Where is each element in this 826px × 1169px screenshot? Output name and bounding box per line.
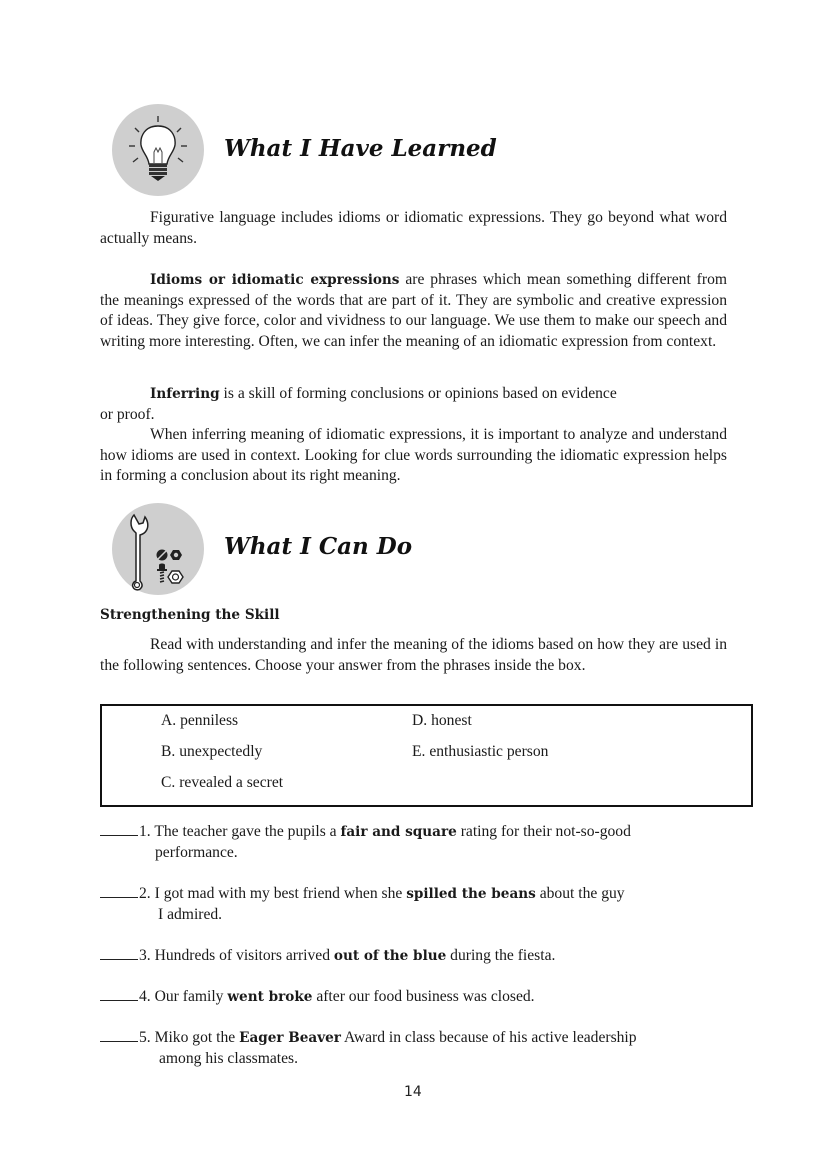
idiom-out-of-the-blue: out of the blue [333,948,447,964]
paragraph-figurative-language [100,208,727,249]
answer-blank-5[interactable] [100,1027,138,1042]
choice-e: E. enthusiastic person [412,743,549,760]
paragraph-inferring-definition [100,384,727,425]
choice-b: B. unexpectedly [161,743,263,760]
paragraph-text: Figurative language includes idioms or idiomatic expressions. They go beyond what word actually means. [100,209,727,247]
paragraph-text: or proof. [100,405,155,423]
answer-choices-box [100,704,753,807]
choice-c: C. revealed a secret [161,774,284,791]
paragraph-text: are phrases which mean something different from the meanings expressed of the words that are part of it. They are symbolic and creative expression of ideas. They give force, color and vividness to our language. We use them to make our speech and writing more interesting. Often, we can infer the meaning of an idiomatic expression from context. [100,271,727,350]
paragraph-inferring-idioms [100,425,727,487]
paragraph-text: is a skill of forming conclusions or opinions based on evidence [219,385,617,402]
question-item-4: 4. Our family went broke after our food business was closed. [100,986,740,1008]
idiom-fair-and-square: fair and square [340,824,457,840]
question-item-1: 1. The teacher gave the pupils a fair and square rating for their not-so-good performance. [100,821,740,863]
answer-blank-3[interactable] [100,945,138,960]
paragraph-idioms-definition [100,270,727,352]
lightbulb-icon [112,104,204,196]
page-number: 14 [404,1084,422,1100]
answer-blank-2[interactable] [100,883,138,898]
idiom-eager-beaver: Eager Beaver [239,1030,341,1046]
lightbulb-icon-graphic [112,104,204,196]
question-item-5: 5. Miko got the Eager Beaver Award in class because of his active leadership among his classmates. [100,1027,760,1069]
idiom-went-broke: went broke [227,989,313,1005]
instructions-text: Read with understanding and infer the meaning of the idioms based on how they are used in the following sentences. Choose your answer from the phrases inside the box. [100,636,727,674]
subheading-strengthening-the-skill: Strengthening the Skill [100,607,280,623]
question-item-2: 2. I got mad with my best friend when she spilled the beans about the guy I admired. [100,883,740,925]
choice-a: A. penniless [161,712,239,729]
idiom-spilled-the-beans: spilled the beans [406,886,536,902]
term-inferring: Inferring [150,386,220,402]
term-idioms: Idioms or idiomatic expressions [150,272,400,288]
answer-blank-1[interactable] [100,821,138,836]
question-item-3: 3. Hundreds of visitors arrived out of the blue during the fiesta. [100,945,740,967]
answer-blank-4[interactable] [100,986,138,1001]
choice-d: D. honest [412,712,472,729]
paragraph-text: When inferring meaning of idiomatic expressions, it is important to analyze and understand how idioms are used in context. Looking for clue words surrounding the idiomatic expression helps in forming a conclusion about its right meaning. [100,426,727,485]
section-title-what-i-have-learned: What I Have Learned [224,135,497,162]
wrench-tools-icon [112,503,204,595]
wrench-tools-icon-graphic [112,503,204,595]
section-title-what-i-can-do: What I Can Do [224,533,413,560]
instructions-paragraph [100,635,727,676]
